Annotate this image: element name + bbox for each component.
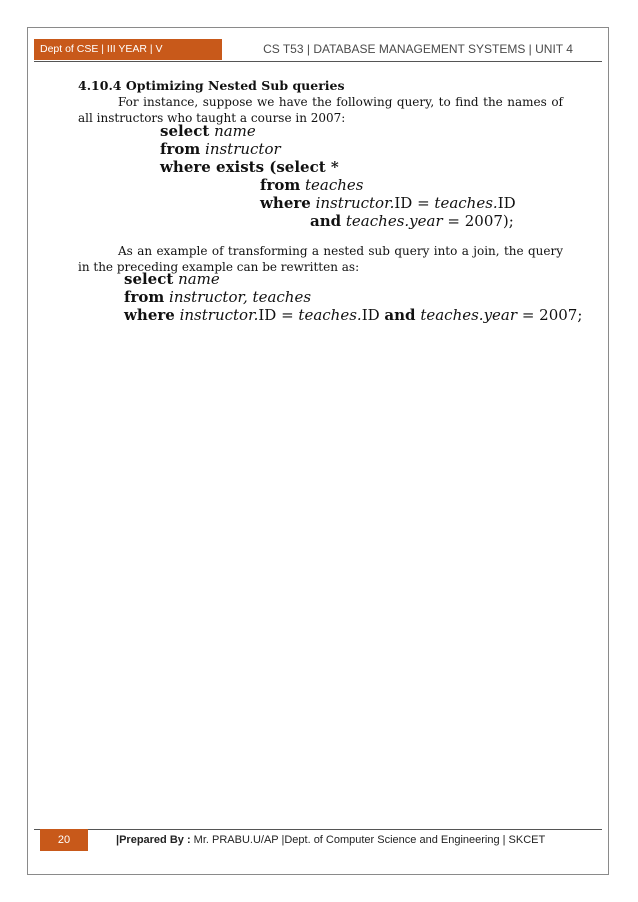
page-number: 20 bbox=[40, 829, 88, 851]
q1-line-where-exists: where exists (select * bbox=[160, 158, 339, 176]
q2-line-select: select name bbox=[124, 270, 220, 288]
header-tag: Dept of CSE | III YEAR | V SEMESTER bbox=[34, 39, 222, 60]
q1-line-from: from instructor bbox=[160, 140, 281, 158]
header-divider bbox=[34, 61, 602, 62]
prepared-by-text: Mr. PRABU.U/AP |Dept. of Computer Science and Engineering | SKCET bbox=[190, 834, 546, 846]
q2-line-from: from instructor, teaches bbox=[124, 288, 312, 306]
transition-text: As an example of transforming a nested sub query into a join, the query in the preceding example can be rewritten as: bbox=[78, 244, 563, 274]
footer-credit bbox=[116, 829, 545, 851]
header-title: CS T53 | DATABASE MANAGEMENT SYSTEMS | UNIT 4 bbox=[263, 42, 573, 56]
q2-line-where: where instructor.ID = teaches.ID and teaches.year = 2007; bbox=[124, 306, 583, 324]
q1-line-inner-where: where instructor.ID = teaches.ID bbox=[260, 194, 516, 212]
q1-line-select: select name bbox=[160, 122, 256, 140]
intro-paragraph bbox=[78, 94, 563, 126]
q1-line-and: and teaches.year = 2007); bbox=[310, 212, 514, 230]
q1-line-inner-from: from teaches bbox=[260, 176, 364, 194]
prepared-by-label: |Prepared By : bbox=[116, 834, 191, 846]
section-title: 4.10.4 Optimizing Nested Sub queries bbox=[78, 78, 345, 93]
page-border bbox=[27, 27, 609, 875]
intro-text: For instance, suppose we have the following query, to find the names of all instructors who taught a course in 2007: bbox=[78, 95, 563, 125]
